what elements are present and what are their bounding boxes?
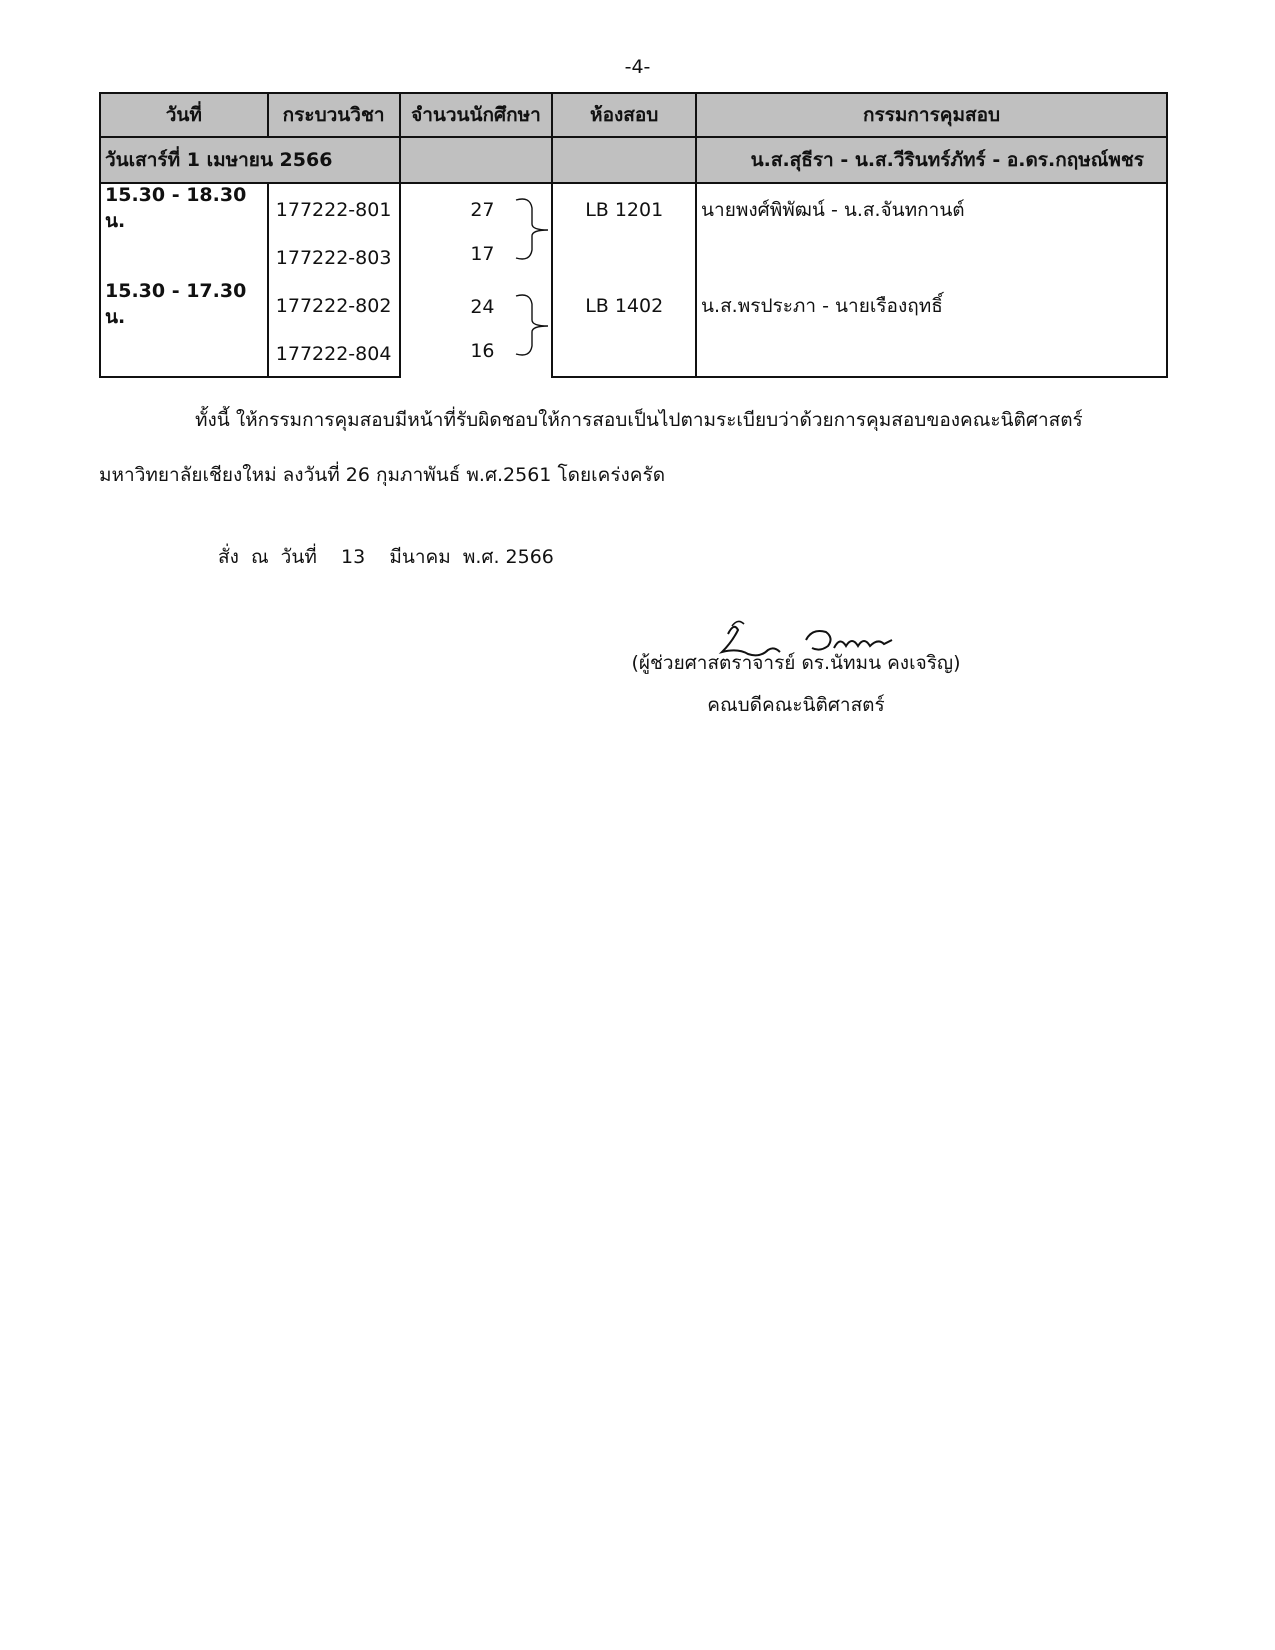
- header-committee: กรรมการคุมสอบ: [696, 93, 1167, 137]
- student-count: 27: [470, 199, 495, 221]
- paragraph-line: [99, 393, 1189, 448]
- course-code: 177222-803: [268, 236, 400, 280]
- head-committee: น.ส.สุธีรา - น.ส.วีรินทร์ภัทร์ - อ.ดร.กฤษณ์พชร: [696, 137, 1167, 183]
- right-brace-icon: [514, 280, 556, 370]
- committee-names: นายพงศ์พิพัฒน์ - น.ส.จันทกานต์: [696, 183, 1167, 236]
- committee-names: [696, 332, 1167, 377]
- header-room: ห้องสอบ: [552, 93, 696, 137]
- table-header-row: [100, 93, 1167, 137]
- student-count: 16: [470, 339, 495, 362]
- table-row: [100, 332, 1167, 377]
- exam-room: [552, 236, 696, 280]
- course-code: 177222-802: [268, 280, 400, 332]
- header-course: กระบวนวิชา: [268, 93, 400, 137]
- order-date: สั่ง ณ วันที่ 13 มีนาคม พ.ศ. 2566: [218, 546, 554, 568]
- header-date: วันที่: [100, 93, 268, 137]
- paragraph-text: ทั้งนี้ ให้กรรมการคุมสอบมีหน้าที่รับผิดชอบให้การสอบเป็นไปตามระเบียบว่าด้วยการคุมสอบของคณะนิติศาสตร์: [195, 409, 1083, 431]
- regulation-paragraph: [99, 393, 1189, 503]
- page-number: -4-: [624, 56, 651, 78]
- committee-names: [696, 236, 1167, 280]
- header-students: จำนวนนักศึกษา: [400, 93, 553, 137]
- date-row-empty-cell: [400, 137, 553, 183]
- student-count: 24: [470, 295, 495, 318]
- student-count-group: [400, 280, 553, 377]
- table-row: [100, 183, 1167, 236]
- exam-room: LB 1402: [552, 280, 696, 332]
- exam-room: LB 1201: [552, 183, 696, 236]
- committee-names: น.ส.พรประภา - นายเรืองฤทธิ์: [696, 280, 1167, 332]
- course-code: 177222-804: [268, 332, 400, 377]
- date-row-empty-cell: [552, 137, 696, 183]
- exam-schedule-table: [99, 92, 1168, 378]
- exam-room: [552, 332, 696, 377]
- table-row: [100, 280, 1167, 332]
- course-code: 177222-801: [268, 183, 400, 236]
- exam-time: 15.30 - 18.30 น.: [100, 183, 268, 236]
- student-count: 17: [470, 243, 495, 265]
- date-row: [100, 137, 1167, 183]
- paragraph-line: [99, 448, 1189, 503]
- signer-position: คณบดีคณะนิติศาสตร์: [707, 694, 885, 716]
- exam-date: วันเสาร์ที่ 1 เมษายน 2566: [100, 137, 400, 183]
- exam-time: 15.30 - 17.30 น.: [100, 280, 268, 332]
- right-brace-icon: [514, 184, 556, 274]
- exam-time: [100, 332, 268, 377]
- table-row: [100, 236, 1167, 280]
- exam-time: [100, 236, 268, 280]
- signer-name: (ผู้ช่วยศาสตราจารย์ ดร.นัทมน คงเจริญ): [631, 652, 961, 674]
- paragraph-text: มหาวิทยาลัยเชียงใหม่ ลงวันที่ 26 กุมภาพันธ์ พ.ศ.2561 โดยเคร่งครัด: [99, 464, 666, 486]
- student-count-group: [400, 183, 553, 280]
